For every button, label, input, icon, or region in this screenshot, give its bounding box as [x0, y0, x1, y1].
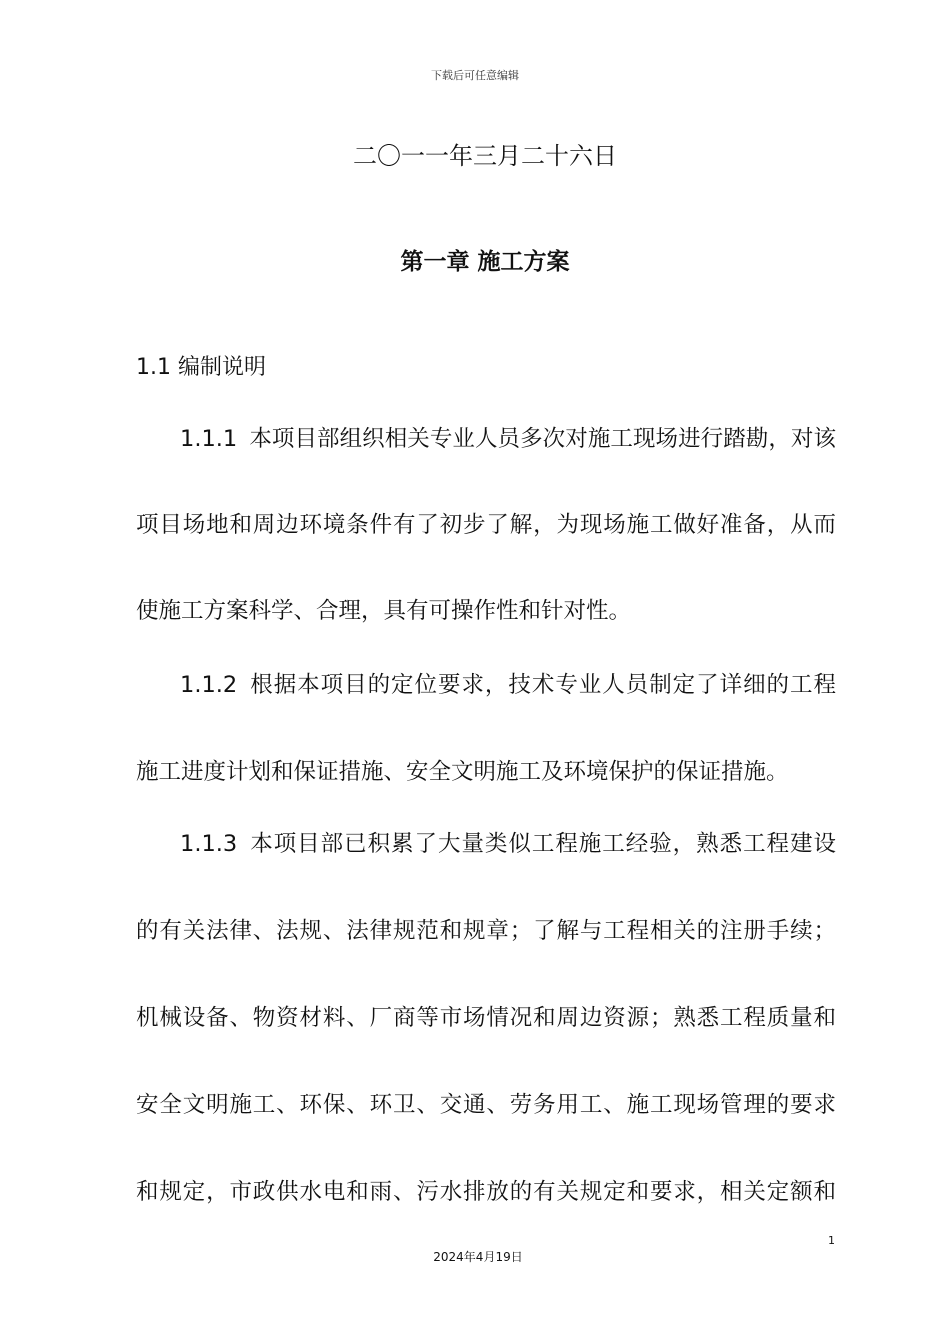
paragraph-text: 根据本项目的定位要求，技术专业人员制定了详细的工程: [249, 672, 836, 698]
page-number: 1: [828, 1234, 835, 1247]
paragraph-1-line-3: 使施工方案科学、合理，具有可操作性和针对性。: [136, 598, 632, 624]
section-title: 1.1 编制说明: [136, 355, 266, 380]
paragraph-1-line-2: 项目场地和周边环境条件有了初步了解，为现场施工做好准备，从而: [136, 512, 836, 538]
paragraph-number: 1.1.3: [180, 831, 238, 857]
paragraph-3-line-4: 安全文明施工、环保、环卫、交通、劳务用工、施工现场管理的要求: [136, 1092, 836, 1118]
document-date-title: 二〇一一年三月二十六日: [353, 142, 617, 170]
paragraph-3-line-5: 和规定，市政供水电和雨、污水排放的有关规定和要求，相关定额和: [136, 1179, 836, 1205]
header-note: 下载后可任意编辑: [431, 69, 519, 82]
paragraph-text: 本项目部组织相关专业人员多次对施工现场进行踏勘，对该: [249, 426, 836, 452]
paragraph-text: 本项目部已积累了大量类似工程施工经验，熟悉工程建设: [249, 831, 836, 857]
paragraph-number: 1.1.2: [180, 672, 238, 698]
paragraph-1-line-1: [180, 423, 836, 455]
paragraph-3-line-2: 的有关法律、法规、法律规范和规章；了解与工程相关的注册手续；: [136, 918, 836, 944]
paragraph-3-line-1: [180, 828, 836, 860]
paragraph-number: 1.1.1: [180, 426, 238, 452]
paragraph-3-line-3: 机械设备、物资材料、厂商等市场情况和周边资源；熟悉工程质量和: [136, 1005, 836, 1031]
paragraph-2-line-2: 施工进度计划和保证措施、安全文明施工及环境保护的保证措施。: [136, 759, 789, 785]
chapter-title: 第一章 施工方案: [400, 249, 570, 275]
paragraph-2-line-1: [180, 669, 836, 701]
footer-date: 2024年4月19日: [433, 1250, 523, 1264]
